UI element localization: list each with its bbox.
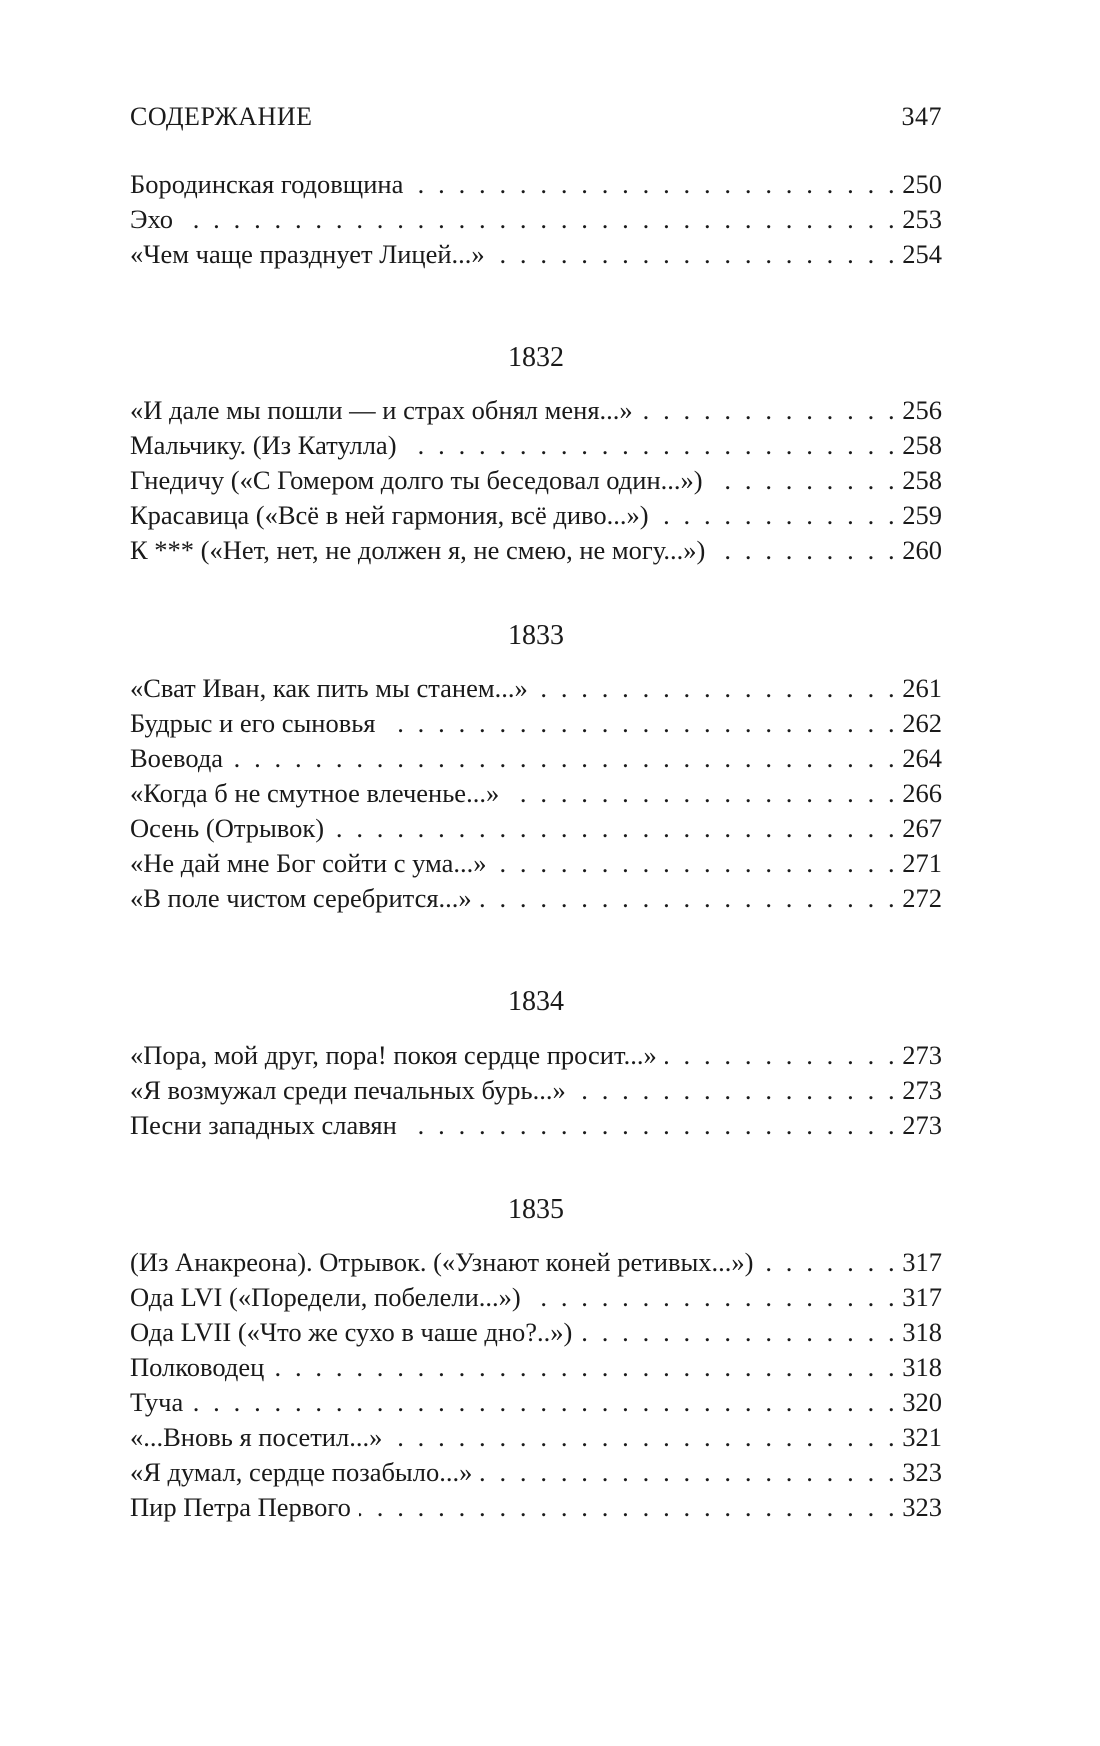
toc-entry-title: «Сват Иван, как пить мы станем...»	[130, 673, 528, 703]
dot-leader	[529, 1279, 899, 1315]
year-heading: 1832	[508, 342, 564, 373]
dot-leader	[384, 705, 899, 741]
toc-entry	[130, 392, 942, 428]
toc-entry	[130, 670, 942, 706]
dot-leader	[390, 1419, 898, 1455]
year-heading: 1835	[508, 1194, 564, 1225]
toc-entry	[130, 1419, 942, 1455]
toc-entry	[130, 810, 942, 846]
dot-leader	[574, 1072, 899, 1108]
toc-entry-page: 260	[902, 535, 942, 565]
toc-entry-title: Ода LVII («Что же сухо в чаше дно?..»)	[130, 1317, 573, 1347]
toc-entry-page: 261	[902, 673, 942, 703]
toc-entry-title: (Из Анакреона). Отрывок. («Узнают коней ретивых...»)	[130, 1247, 754, 1277]
toc-entry-page: 253	[902, 204, 942, 234]
running-head	[130, 102, 942, 132]
dot-leader	[231, 740, 898, 776]
dot-leader	[480, 1454, 898, 1490]
toc-entry-page: 258	[902, 465, 942, 495]
toc-entry	[130, 740, 942, 776]
toc-entry	[130, 1489, 942, 1525]
dot-leader	[711, 462, 899, 498]
toc-entry-title: «Я думал, сердце позабыло...»	[130, 1457, 473, 1487]
toc-entry-page: 250	[902, 169, 942, 199]
toc-entry-page: 323	[902, 1457, 942, 1487]
toc-entry	[130, 845, 942, 881]
toc-entry-title: Эхо	[130, 204, 173, 234]
dot-leader	[641, 392, 899, 428]
toc-entry	[130, 1384, 942, 1420]
toc-entry-title: «Пора, мой друг, пора! покоя сердце просит...»	[130, 1040, 657, 1070]
toc-entry-page: 254	[902, 239, 942, 269]
toc-entry	[130, 1037, 942, 1073]
toc-entry	[130, 1107, 942, 1143]
dot-leader	[507, 775, 898, 811]
toc-entry-page: 267	[902, 813, 942, 843]
toc-entry-page: 317	[902, 1247, 942, 1277]
toc-entry-page: 256	[902, 395, 942, 425]
dot-leader	[494, 845, 898, 881]
toc-entry	[130, 1454, 942, 1490]
toc-entry	[130, 1244, 942, 1280]
toc-entry-page: 273	[902, 1040, 942, 1070]
toc-entry-title: Осень (Отрывок)	[130, 813, 325, 843]
toc-entry	[130, 1072, 942, 1108]
toc-entry	[130, 880, 942, 916]
toc-entry	[130, 1279, 942, 1315]
toc-entry-page: 259	[902, 500, 942, 530]
year-heading: 1834	[508, 986, 564, 1017]
dot-leader	[191, 1384, 898, 1420]
dot-leader	[332, 810, 898, 846]
toc-entry-page: 262	[902, 708, 942, 738]
toc-entry	[130, 1314, 942, 1350]
toc-entry	[130, 462, 942, 498]
toc-entry	[130, 166, 942, 202]
dot-leader	[762, 1244, 899, 1280]
dot-leader	[480, 880, 899, 916]
toc-entry-title: «В поле чистом серебрится...»	[130, 883, 472, 913]
toc-entry-title: Красавица («Всё в ней гармония, всё диво...»)	[130, 500, 649, 530]
toc-entry-page: 320	[902, 1387, 942, 1417]
toc-entry-title: Пир Петра Первого	[130, 1492, 351, 1522]
toc-entry	[130, 1349, 942, 1385]
toc-entry-title: Гнедичу («С Гомером долго ты беседовал один...»)	[130, 465, 703, 495]
running-head-title: СОДЕРЖАНИЕ	[130, 102, 313, 131]
dot-leader	[181, 201, 898, 237]
toc-entry-title: Полководец	[130, 1352, 265, 1382]
toc-entry-page: 266	[902, 778, 942, 808]
toc-entry	[130, 532, 942, 568]
dot-leader	[359, 1489, 898, 1525]
toc-entry-page: 258	[902, 430, 942, 460]
toc-entry-title: Бородинская годовщина	[130, 169, 404, 199]
toc-entry-title: «Не дай мне Бог сойти с ума...»	[130, 848, 487, 878]
toc-entry-title: «...Вновь я посетил...»	[130, 1422, 383, 1452]
dot-leader	[713, 532, 898, 568]
toc-entry-title: Воевода	[130, 743, 224, 773]
toc-entry	[130, 497, 942, 533]
toc-entry-page: 318	[902, 1352, 942, 1382]
toc-entry-page: 323	[902, 1492, 942, 1522]
toc-entry	[130, 427, 942, 463]
toc-entry-page: 317	[902, 1282, 942, 1312]
dot-leader	[411, 166, 898, 202]
toc-entry-title: «Когда б не смутное влеченье...»	[130, 778, 500, 808]
dot-leader	[665, 1037, 899, 1073]
toc-entry-page: 321	[902, 1422, 942, 1452]
toc-entry	[130, 775, 942, 811]
dot-leader	[493, 236, 899, 272]
page-number: 347	[901, 102, 942, 131]
toc-entry-title: Туча	[130, 1387, 184, 1417]
toc-entry-page: 264	[902, 743, 942, 773]
toc-entry-title: Будрыс и его сыновья	[130, 708, 376, 738]
toc-entry-title: «И дале мы пошли — и страх обнял меня...»	[130, 395, 633, 425]
toc-entry-title: К *** («Нет, нет, не должен я, не смею, не могу...»)	[130, 535, 706, 565]
year-heading: 1833	[508, 620, 564, 651]
toc-entry-title: Песни западных славян	[130, 1110, 397, 1140]
toc-entry-title: «Чем чаще празднует Лицей...»	[130, 239, 485, 269]
toc-entry-title: «Я возмужал среди печальных бурь...»	[130, 1075, 566, 1105]
toc-entry	[130, 236, 942, 272]
dot-leader	[657, 497, 899, 533]
toc-entry	[130, 705, 942, 741]
toc-entry	[130, 201, 942, 237]
toc-entry-page: 273	[902, 1110, 942, 1140]
dot-leader	[405, 427, 899, 463]
toc-entry-page: 271	[902, 848, 942, 878]
dot-leader	[272, 1349, 898, 1385]
dot-leader	[580, 1314, 898, 1350]
toc-entry-title: Ода LVI («Поредели, побелели...»)	[130, 1282, 521, 1312]
toc-entry-page: 272	[902, 883, 942, 913]
toc-entry-page: 273	[902, 1075, 942, 1105]
dot-leader	[536, 670, 899, 706]
dot-leader	[405, 1107, 898, 1143]
toc-entry-page: 318	[902, 1317, 942, 1347]
toc-entry-title: Мальчику. (Из Катулла)	[130, 430, 397, 460]
